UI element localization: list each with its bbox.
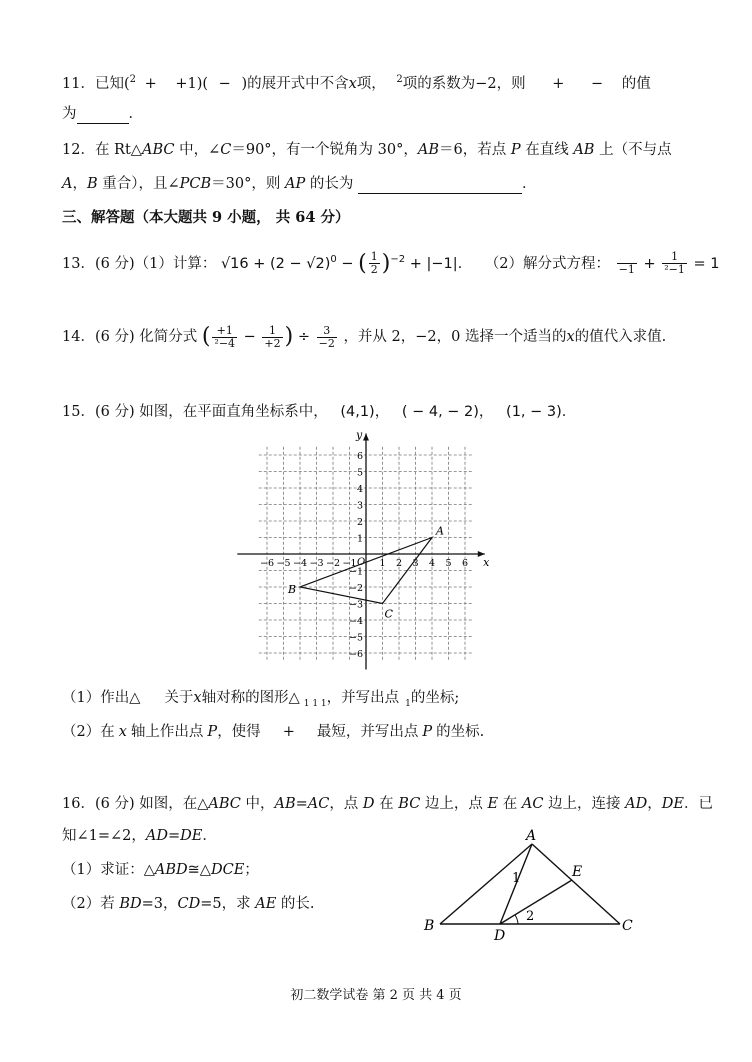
y-tick-label: 5 xyxy=(356,467,363,479)
point-label-c: C xyxy=(384,607,393,621)
y-tick-label: −6 xyxy=(348,649,363,660)
q15-sub2: （2）在 x 轴上作出点 P，使得 + 最短，并写出点 P 的坐标. xyxy=(62,724,485,740)
q15-line: 15．(6 分) 如图，在平面直角坐标系中， (4,1)， ( − 4, − 2)， (1, − 3)． xyxy=(62,404,577,420)
y-tick-label: 6 xyxy=(356,451,363,462)
section-title: 三、解答题（本大题共 9 小题， 共 64 分） xyxy=(62,209,350,226)
x-tick-label: −5 xyxy=(276,558,291,569)
q16-line1: 16．(6 分) 如图，在△ABC 中，AB=AC，点 D 在 BC 边上，点 E 在 AC 边上，连接 AD，DE．已 xyxy=(62,796,713,812)
x-tick-label: 5 xyxy=(445,558,452,569)
point-label-b: B xyxy=(288,583,297,596)
q14-line: 14．(6 分) 化简分式 ( $\frac{+1}{\text{²−4}}$ − $\frac{1}{+2}$ ) ÷ $\frac{3}{-2}$ ，并从 2，−2，0 选择一个适当的x的值代入求值. xyxy=(62,323,667,350)
x-tick-label: 3 xyxy=(412,558,419,569)
x-tick-label: 6 xyxy=(461,558,469,569)
label-angle-1: 1 xyxy=(512,871,521,886)
label-c: C xyxy=(622,918,633,934)
x-tick-label: 4 xyxy=(428,558,436,569)
x-tick-label: −1 xyxy=(342,558,357,569)
page-footer: 初二数学试卷 第 2 页 共 4 页 xyxy=(290,988,462,1003)
q16-sub2: （2）若 BD=3，CD=5，求 AE 的长. xyxy=(62,896,315,912)
x-tick-label: −6 xyxy=(259,558,275,569)
point-label-a: A xyxy=(436,524,444,538)
y-axis-label: y xyxy=(356,428,363,442)
side-ac xyxy=(532,844,620,924)
origin-label: O xyxy=(357,557,366,568)
triangle-figure xyxy=(420,828,640,944)
q12-line1: 12．在 Rt△ABC 中，∠C＝90°，有一个锐角为 30°，AB＝6，若点 P 在直线 AB 上（不与点 xyxy=(62,142,672,158)
y-tick-label: −1 xyxy=(348,566,363,578)
q16-line2: 知∠1=∠2，AD=DE． xyxy=(62,828,217,844)
label-a: A xyxy=(526,828,537,844)
x-tick-label: 1 xyxy=(379,558,386,569)
y-tick-label: −4 xyxy=(348,616,363,627)
y-tick-label: −5 xyxy=(348,632,363,644)
q12-line2: A，B 重合），且∠PCB＝30°，则 AP 的长为 ． xyxy=(62,176,537,192)
q16-sub1: （1）求证：△ABD≅△DCE； xyxy=(62,862,259,878)
y-axis-arrow xyxy=(363,434,369,441)
q11-line2: 为 ． xyxy=(62,106,143,122)
label-b: B xyxy=(424,918,435,934)
y-tick-label: 3 xyxy=(356,500,363,512)
y-tick-label: 1 xyxy=(356,533,363,545)
angle-2-arc xyxy=(515,915,518,924)
label-d: D xyxy=(494,928,506,944)
y-tick-label: −3 xyxy=(348,599,363,611)
x-tick-label: −3 xyxy=(309,558,324,569)
q15-sub1: （1）作出△ 关于x轴对称的图形△ $_{1 1 1}$，并写出点 $_1$的坐标; xyxy=(62,690,460,709)
x-tick-label: −4 xyxy=(292,558,308,569)
answer-blank[interactable] xyxy=(358,193,522,194)
q13-line: 13．(6 分)（1）计算： $√16 + (2 - √2)^0$ − ( $\frac{1}{2}$ )$^{-2}$ + |−1|. （2）解分式方程： −1 + $\frac{1}{\text{²−1}}$ = 1 xyxy=(62,250,720,277)
y-tick-label: 2 xyxy=(356,517,363,528)
x-tick-label: 2 xyxy=(395,558,403,569)
label-e: E xyxy=(572,864,583,880)
y-tick-label: −2 xyxy=(348,583,363,594)
segment-de xyxy=(500,880,572,924)
label-angle-2: 2 xyxy=(526,909,535,924)
answer-blank[interactable] xyxy=(77,123,129,124)
y-tick-label: 4 xyxy=(356,484,363,495)
coordinate-graph xyxy=(259,428,492,672)
x-tick-label: −2 xyxy=(325,558,341,569)
x-axis-label: x xyxy=(483,556,490,569)
q11-line1: 11．已知($^2$ + +1)( − )的展开式中不含x项， $^2$项的系数为−2，则 + − 的值 xyxy=(62,74,651,92)
